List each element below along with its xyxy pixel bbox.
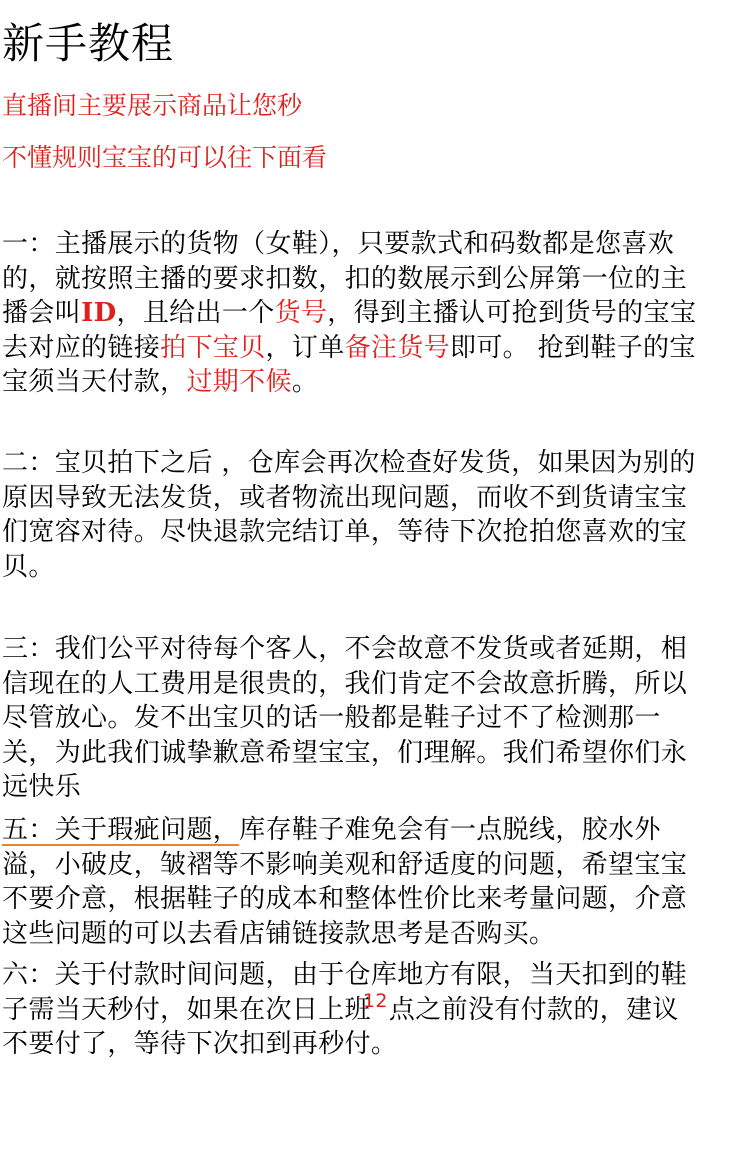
section-1-line: 的，就按照主播的要求扣数，扣的数展示到公屏第一位的主 xyxy=(2,263,688,294)
intro-line-2: 不懂规则宝宝的可以往下面看 xyxy=(2,143,328,172)
section-2-line: 二：宝贝拍下之后 ，仓库会再次检查好发货，如果因为别的 xyxy=(2,448,696,478)
section-3-line: 三：我们公平对待每个客人，不会故意不发货或者延期，相 xyxy=(2,634,688,664)
defect-heading: 五：关于瑕疵问题， xyxy=(2,815,240,845)
section-5 xyxy=(2,813,750,951)
section-2 xyxy=(2,446,750,584)
text-span: 。 xyxy=(291,367,319,397)
section-3-line: 远快乐 xyxy=(2,772,82,802)
section-1-line xyxy=(2,365,750,400)
intro-line-1: 直播间主要展示商品让您秒 xyxy=(2,91,303,120)
section-5-line xyxy=(2,813,750,848)
section-3-line: 关，为此我们诚挚歉意希望宝宝，们理解。我们希望你们永 xyxy=(2,737,688,768)
text-span: 库存鞋子难免会有一点脱线，胶水外 xyxy=(239,815,661,845)
highlight-expire: 过期不候 xyxy=(186,367,292,397)
text-span: 即可。 抢到鞋子的宝 xyxy=(449,332,696,363)
hour-mark xyxy=(362,989,389,1018)
section-3-line: 信现在的人工费用是很贵的，我们肯定不会故意折腾，所以 xyxy=(2,668,688,699)
text-span: ，且给出一个 xyxy=(116,298,275,328)
text-span: 宝须当天付款， xyxy=(2,367,187,397)
text-span: 点之前没有付款的，建议 xyxy=(388,994,679,1025)
text-span: ，得到主播认可抢到货号的宝宝 xyxy=(327,298,697,328)
text-span: 播会叫 xyxy=(2,298,82,328)
text-span: 去对应的链接 xyxy=(2,332,161,363)
section-2-line: 原因导致无法发货，或者物流出现问题，而收不到货请宝宝 xyxy=(2,482,688,513)
section-6-line xyxy=(2,989,750,1028)
section-6-line: 六：关于付款时间问题，由于仓库地方有限，当天扣到的鞋 xyxy=(2,960,688,990)
section-6 xyxy=(2,958,750,1062)
section-6-line: 不要付了，等待下次扣到再秒付。 xyxy=(2,1029,398,1059)
highlight-id: ID xyxy=(81,298,117,328)
section-1-line xyxy=(2,331,750,366)
section-5-line: 溢，小破皮，皱褶等不影响美观和舒适度的问题，希望宝宝 xyxy=(2,849,688,880)
highlight-order-note: 备注货号 xyxy=(344,332,450,363)
section-5-line: 不要介意，根据鞋子的成本和整体性价比来考量问题，介意 xyxy=(2,884,688,914)
text-span: 子需当天秒付，如果在次日上班 xyxy=(2,994,371,1025)
highlight-buy: 拍下宝贝 xyxy=(160,332,266,363)
section-1-line: 一：主播展示的货物（女鞋），只要款式和码数都是您喜欢 xyxy=(2,229,675,259)
section-2-line: 贝。 xyxy=(2,551,55,582)
page-title: 新手教程 xyxy=(2,19,175,68)
section-5-line: 这些问题的可以去看店铺链接款思考是否购买。 xyxy=(2,918,556,949)
section-2-line: 们宽容对待。尽快退款完结订单，等待下次抢拍您喜欢的宝 xyxy=(2,517,688,547)
section-3 xyxy=(2,632,750,805)
section-1-line xyxy=(2,296,750,331)
text-span: ，订单 xyxy=(265,332,345,363)
hour-number: 12 xyxy=(362,989,388,1012)
section-3-line: 尽管放心。发不出宝贝的话一般都是鞋子过不了检测那一 xyxy=(2,703,661,733)
highlight-item-code: 货号 xyxy=(274,298,328,328)
section-1 xyxy=(2,227,750,400)
